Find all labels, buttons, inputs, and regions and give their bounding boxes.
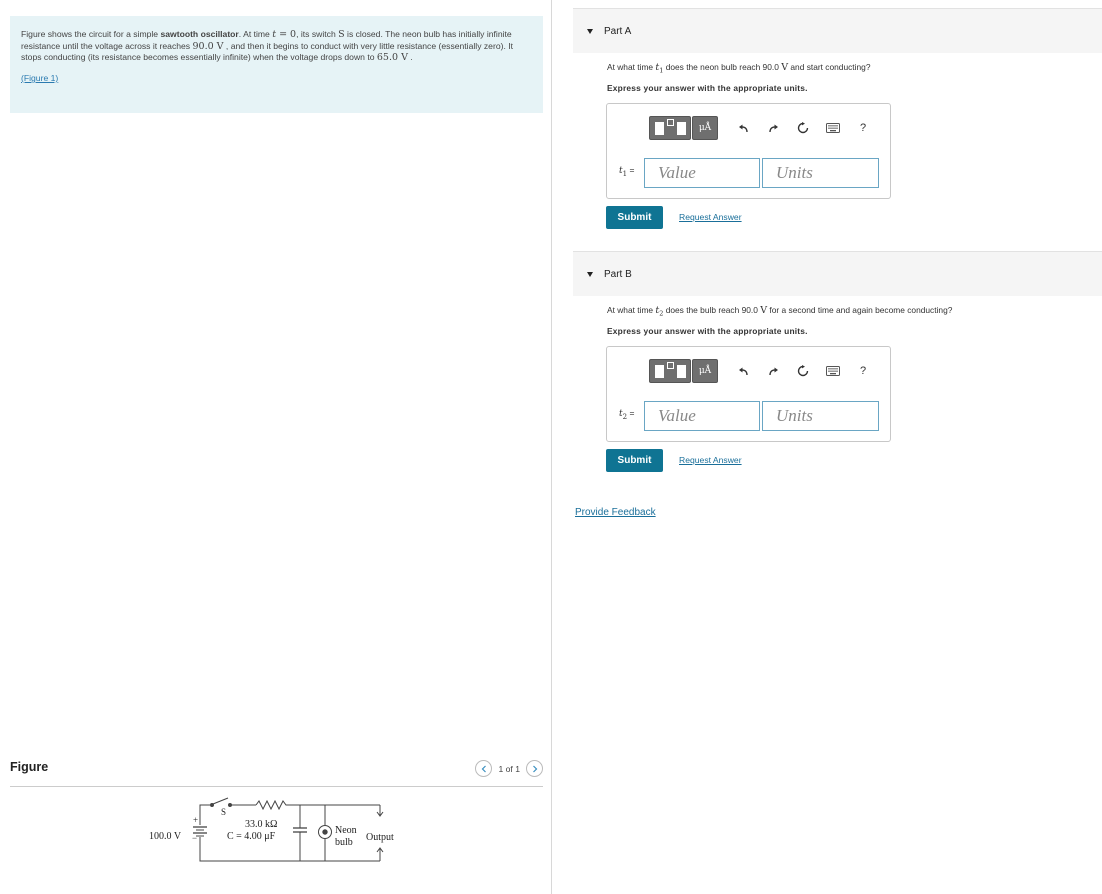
part-b-answer-box xyxy=(606,346,891,442)
part-a-header[interactable] xyxy=(573,8,1102,53)
question-text: and start conducting? xyxy=(788,62,871,72)
undo-button[interactable] xyxy=(730,359,756,383)
redo-button[interactable] xyxy=(760,116,786,140)
figure-pager xyxy=(475,760,543,777)
var-letter: t xyxy=(619,409,623,419)
undo-icon xyxy=(738,123,749,134)
battery-plus: + xyxy=(193,815,199,825)
collapse-triangle-icon xyxy=(587,272,593,277)
chevron-right-icon xyxy=(531,765,539,773)
problem-text-part: . At time xyxy=(238,29,273,39)
reset-button[interactable] xyxy=(790,116,816,140)
var-subscript: 1 xyxy=(622,169,628,178)
math-var: t xyxy=(655,62,660,73)
template-block-icon xyxy=(655,122,664,135)
part-a-answer-box xyxy=(606,103,891,199)
next-figure-button[interactable] xyxy=(526,760,543,777)
reset-button[interactable] xyxy=(790,359,816,383)
figure-title: Figure xyxy=(10,760,49,774)
source-voltage-label: 100.0 V xyxy=(149,831,182,842)
question-text: for a second time and again become conducting? xyxy=(767,305,953,315)
part-b-variable-label xyxy=(619,408,634,421)
redo-icon xyxy=(768,366,779,377)
problem-text-part: is closed. The neon bulb has initially infinite resistance until the voltage across it reaches xyxy=(21,29,512,51)
bulb-label-2: bulb xyxy=(335,837,353,848)
capacitor-label: C = 4.00 μF xyxy=(227,831,276,842)
part-a-request-answer-link[interactable]: Request Answer xyxy=(679,212,742,222)
switch-label: S xyxy=(221,807,227,817)
templates-button[interactable] xyxy=(649,359,691,383)
part-a-question xyxy=(607,62,870,75)
problem-text-part: . xyxy=(407,52,413,63)
help-button[interactable]: ? xyxy=(859,365,867,377)
problem-text-part: , its switch xyxy=(296,29,339,39)
template-exponent-icon xyxy=(667,362,674,369)
figure-header xyxy=(10,760,543,787)
keyboard-button[interactable] xyxy=(820,359,846,383)
part-b-instruction: Express your answer with the appropriate units. xyxy=(607,326,808,336)
keyboard-icon xyxy=(826,366,840,376)
collapse-triangle-icon xyxy=(587,29,593,34)
part-b-header[interactable] xyxy=(573,251,1102,296)
var-subscript: 2 xyxy=(622,412,628,421)
part-a-units-input[interactable] xyxy=(762,158,879,188)
part-b-request-answer-link[interactable]: Request Answer xyxy=(679,455,742,465)
math-sub: 1 xyxy=(659,66,664,75)
part-a-instruction: Express your answer with the appropriate units. xyxy=(607,83,808,93)
templates-button[interactable] xyxy=(649,116,691,140)
part-a-toolbar xyxy=(649,115,876,141)
redo-icon xyxy=(768,123,779,134)
circuit-diagram xyxy=(140,795,420,873)
part-b-units-input[interactable] xyxy=(762,401,879,431)
part-a-submit-button[interactable]: Submit xyxy=(606,206,663,229)
reset-icon xyxy=(797,122,809,134)
math-unit: V xyxy=(760,305,768,316)
var-equals: = xyxy=(627,165,635,175)
redo-button[interactable] xyxy=(760,359,786,383)
part-a-title: Part A xyxy=(604,25,632,37)
template-block-icon xyxy=(677,122,686,135)
question-text: does the bulb reach 90.0 xyxy=(663,305,761,315)
math-var-t: t xyxy=(272,29,277,40)
question-text: At what time xyxy=(607,62,656,72)
undo-icon xyxy=(738,366,749,377)
problem-text xyxy=(21,29,531,64)
part-b-submit-button[interactable]: Submit xyxy=(606,449,663,472)
units-button[interactable]: μÅ xyxy=(692,116,718,140)
question-text: At what time xyxy=(607,305,656,315)
template-exponent-icon xyxy=(667,119,674,126)
bulb-label-1: Neon xyxy=(335,825,357,836)
part-b-title: Part B xyxy=(604,268,632,280)
undo-button[interactable] xyxy=(730,116,756,140)
keyboard-icon xyxy=(826,123,840,133)
problem-statement xyxy=(10,16,543,113)
reset-icon xyxy=(797,365,809,377)
math-switch: S xyxy=(338,29,345,40)
part-a-variable-label xyxy=(619,165,634,178)
prev-figure-button[interactable] xyxy=(475,760,492,777)
math-unit: V xyxy=(781,62,789,73)
resistor-label: 33.0 kΩ xyxy=(245,819,278,830)
template-block-icon xyxy=(677,365,686,378)
question-text: does the neon bulb reach 90.0 xyxy=(663,62,782,72)
right-column xyxy=(553,0,1102,894)
pager-count: 1 of 1 xyxy=(498,763,520,774)
output-label: Output xyxy=(366,832,394,843)
math-voltage-1: 90.0 V xyxy=(192,40,224,52)
template-block-icon xyxy=(655,365,664,378)
help-button[interactable]: ? xyxy=(859,122,867,134)
math-eq-zero: = 0 xyxy=(276,29,297,40)
keyboard-button[interactable] xyxy=(820,116,846,140)
chevron-left-icon xyxy=(480,765,488,773)
math-var: t xyxy=(655,305,660,316)
battery-minus: − xyxy=(192,833,198,843)
problem-text-part: Figure shows the circuit for a simple xyxy=(21,29,161,39)
units-button[interactable]: μÅ xyxy=(692,359,718,383)
figure-link[interactable]: (Figure 1) xyxy=(21,73,59,84)
part-a-value-input[interactable] xyxy=(644,158,760,188)
problem-keyword: sawtooth oscillator xyxy=(160,29,239,39)
problem-text-part: , and then it begins to conduct with very little resistance (essentially zero). It stops conducting (its resistance becomes essentially infinite) when the voltage drops down to xyxy=(21,40,514,63)
math-sub: 2 xyxy=(659,309,664,318)
part-b-value-input[interactable] xyxy=(644,401,760,431)
part-b-toolbar xyxy=(649,358,876,384)
part-b-question xyxy=(607,305,952,318)
provide-feedback-link[interactable]: Provide Feedback xyxy=(575,507,656,518)
var-equals: = xyxy=(627,408,635,418)
var-letter: t xyxy=(619,166,623,176)
math-voltage-2: 65.0 V xyxy=(376,52,408,64)
